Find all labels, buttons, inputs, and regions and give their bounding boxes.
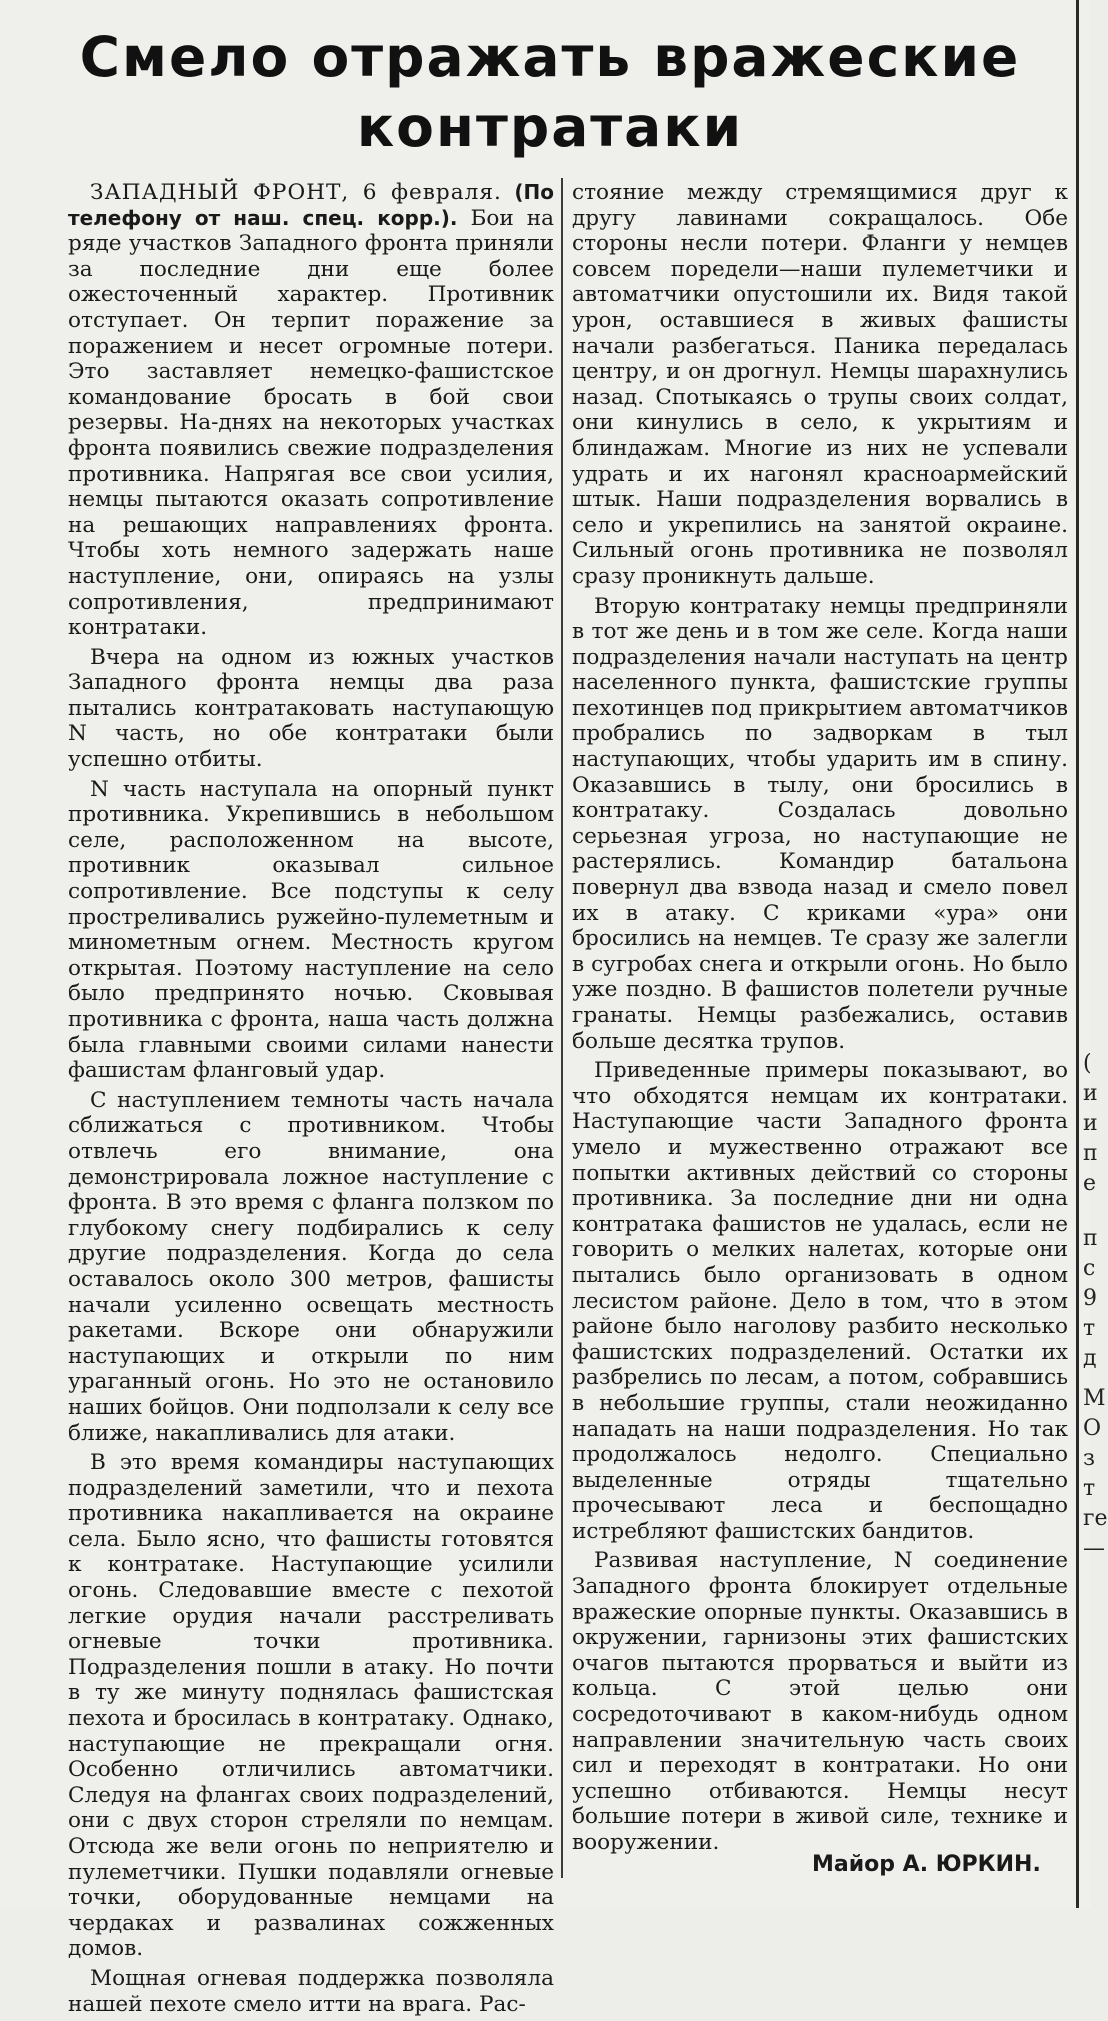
margin-fragment: ге [1083, 1506, 1108, 1531]
left-column [68, 180, 554, 2021]
margin-fragment: т [1083, 1316, 1096, 1341]
margin-fragment: О [1083, 1416, 1102, 1441]
margin-fragment: 9 [1083, 1286, 1097, 1311]
column-divider [561, 178, 563, 1878]
margin-fragment: д [1083, 1346, 1097, 1371]
paragraph: Вторую контратаку немцы предприняли в тот же день и в том же селе. Когда наши подразделения начали наступать на центр населенного пункта, фашистские группы пехотинцев под прикрытием автоматчиков пробрались по задворкам в тыл наступающих, чтобы ударить им в спину. Оказавшись в тылу, они бросились в контратаку. Создалась довольно серьезная угроза, но наступающие не растерялись. Командир батальона повернул два взвода назад и смело повел их в атаку. С криками «ура» они бросились на немцев. Те сразу же залегли в сугробах снега и открыли огонь. Но было уже поздно. В фашистов полетели ручные гранаты. Немцы разбежались, оставив больше десятка трупов. [572, 593, 1068, 1054]
author-signature: Майор А. ЮРКИН. [812, 1852, 1041, 1877]
margin-fragment: и [1083, 1111, 1098, 1136]
paragraph: В это время командиры наступающих подразделений заметили, что и пехота противника накапливается на окраине села. Было ясно, что фашисты готовятся к контратаке. Наступающие усилили огонь. Следовавшие вместе с пехотой легкие орудия начали расстреливать огневые точки противника. Подразделения пошли в атаку. Но почти в ту же минуту поднялась фашистская пехота и бросилась в контратаку. Однако, наступающие не прекращали огня. Особенно отличились автоматчики. Следуя на флангах своих подразделений, они с двух сторон стреляли по немцам. Отсюда же вели огонь по неприятелю и пулеметчики. Пушки подавляли огневые точки, оборудованные немцами на чердаках и развалинах сожженных домов. [68, 1450, 554, 1962]
paragraph: Мощная огневая поддержка позволяла нашей пехоте смело итти на врага. Рас- [68, 1965, 554, 2017]
margin-fragment: с [1083, 1256, 1096, 1281]
paragraph: Вчера на одном из южных участков Западного фронта немцы два раза пытались контратаковать наступающую N часть, но обе контратаки были успешно отбиты. [68, 644, 554, 773]
paragraph-text: Бои на ряде участков Западного фронта приняли за последние дни еще более ожесточенный характер. Противник отступает. Он терпит поражение за поражением и несет огромные потери. Это заставляет немецко-фашистское командование бросать в бой свои резервы. На-днях на некоторых участках фронта появились свежие подразделения противника. Напрягая все свои усилия, немцы пытаются оказать сопротивление на решающих направлениях фронта. Чтобы хоть немного задержать наше наступление, они, опираясь на узлы сопротивления, предпринимают контратаки. [68, 205, 554, 641]
margin-fragment: т [1083, 1476, 1096, 1501]
lead-paragraph [68, 180, 554, 641]
margin-fragment: з [1083, 1446, 1095, 1471]
headline-line-2: контратаки [356, 95, 744, 159]
margin-fragment: п [1083, 1226, 1098, 1251]
margin-fragment: ( [1083, 1051, 1092, 1076]
headline-line-1: Смело отражать вражеские [79, 25, 1021, 89]
dateline: ЗАПАДНЫЙ ФРОНТ, 6 февраля. [90, 180, 502, 205]
paragraph: N часть наступала на опорный пункт противника. Укрепившись в небольшом селе, расположенном на высоте, противник оказывал сильное сопротивление. Все подступы к селу простреливались ружейно-пулеметным и минометным огнем. Местность кругом открытая. Поэтому наступление на село было предпринято ночью. Сковывая противника с фронта, наша часть должна была главными своими силами нанести фашистам фланговый удар. [68, 776, 554, 1084]
margin-fragment: — [1083, 1536, 1105, 1561]
paragraph-continued: стояние между стремящимися друг к другу лавинами сокращалось. Обе стороны несли потери. Фланги у немцев совсем поредели—наши пулеметчики и автоматчики опустошили их. Видя такой урон, оставшиеся в живых фашисты начали разбегаться. Паника передалась центру, и он дрогнул. Немцы шарахнулись назад. Спотыкаясь о трупы своих солдат, они кинулись в село, к укрытиям и блиндажам. Многие из них не успевали удрать и их нагонял красноармейский штык. Наши подразделения ворвались в село и укрепились на занятой окраине. Сильный огонь противника не позволял сразу проникнуть дальше. [572, 180, 1068, 589]
margin-fragment: М [1083, 1386, 1106, 1411]
margin-fragment: и [1083, 1081, 1098, 1106]
margin-fragment: п [1083, 1141, 1098, 1166]
paragraph: Приведенные примеры показывают, во что обходятся немцам их контратаки. Наступающие части Западного фронта умело и мужественно отражают все попытки активных действий со стороны противника. За последние дни ни одна контратака фашистов не удалась, если не говорить о мелких налетах, которые они пытались было организовать в одном лесистом районе. Дело в том, что в этом районе было наголову разбито несколько фашистских подразделений. Остатки их разбрелись по лесам, а потом, собравшись в небольшие группы, стали неожиданно нападать на наши подразделения. Но так продолжалось недолго. Специально выделенные отряды тщательно прочесывают леса и беспощадно истребляют фашистских бандитов. [572, 1058, 1068, 1544]
page-edge-rule [1076, 0, 1079, 1908]
paragraph: Развивая наступление, N соединение Западного фронта блокирует отдельные вражеские опорные пункты. Оказавшись в окружении, гарнизоны этих фашистских очагов пытаются прорваться и выйти из кольца. С этой целью они сосредоточивают в каком-нибудь одном направлении значительную часть своих сил и переходят в контратаки. Но они успешно отбиваются. Немцы несут большие потери в живой силе, технике и вооружении. [572, 1548, 1068, 1855]
right-column [572, 180, 1068, 1860]
margin-fragment: е [1083, 1171, 1097, 1196]
paragraph: С наступлением темноты часть начала сближаться с противником. Чтобы отвлечь его внимание, она демонстрировала ложное наступление с фронта. В это время с фланга ползком по глубокому снегу подбирались к селу другие подразделения. Когда до села оставалось около 300 метров, фашисты начали усиленно освещать местность ракетами. Вскоре они обнаружили наступающих и открыли по ним ураганный огонь. Но это не остановило наших бойцов. Они подползали к селу все ближе, накапливались для атаки. [68, 1087, 554, 1446]
article-headline [70, 22, 1030, 162]
source-note: (По телефону от наш. спец. корр.). [68, 180, 554, 230]
